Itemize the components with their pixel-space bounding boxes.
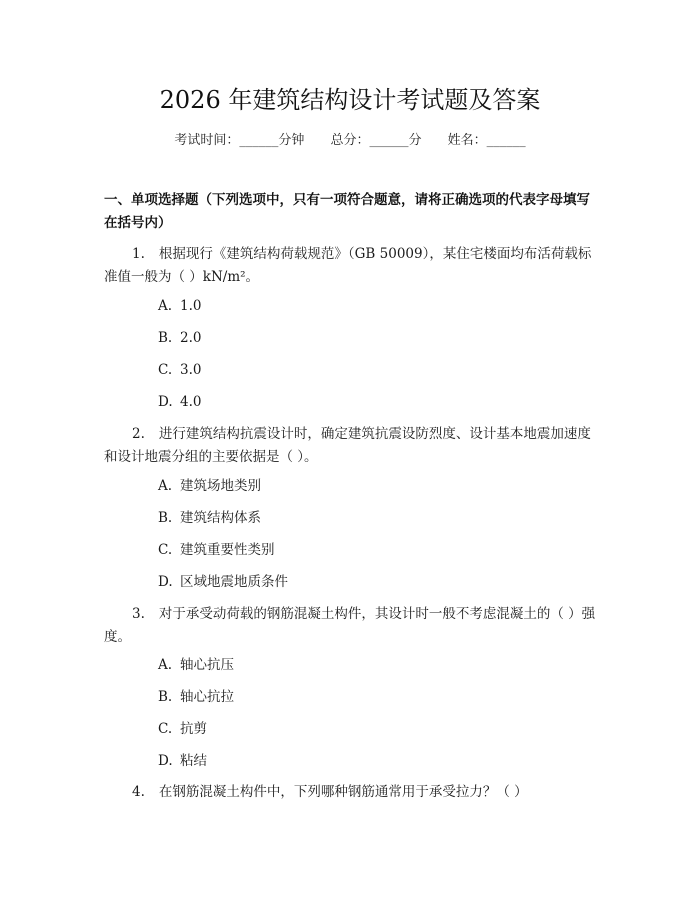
option-letter: A.: [158, 478, 173, 494]
option-letter: C.: [158, 542, 173, 558]
option-letter: A.: [158, 298, 173, 314]
question-text: 对于承受动荷载的钢筋混凝土构件，其设计时一般不考虑混凝土的（ ）强度。: [104, 606, 596, 645]
question-3-option-d: [158, 751, 598, 771]
option-text: 轴心抗拉: [180, 689, 234, 705]
question-2: [104, 423, 598, 469]
option-letter: B.: [158, 689, 173, 705]
option-text: 3.0: [180, 362, 202, 378]
question-text: 在钢筋混凝土构件中，下列哪种钢筋通常用于承受拉力？（ ）: [158, 784, 528, 800]
question-2-option-b: [158, 508, 598, 528]
exam-info-row: [0, 131, 700, 151]
option-text: 粘结: [180, 753, 207, 769]
option-letter: D.: [158, 574, 173, 590]
option-text: 抗剪: [180, 721, 207, 737]
question-3: [104, 603, 598, 649]
option-text: 建筑结构体系: [180, 510, 261, 526]
question-3-option-b: [158, 687, 598, 707]
student-name-field: 姓名：______: [447, 133, 526, 148]
option-text: 区域地震地质条件: [180, 574, 288, 590]
question-3-option-c: [158, 719, 598, 739]
question-number: 3.: [132, 606, 145, 622]
total-score-field: 总分：______分: [330, 133, 422, 148]
option-letter: C.: [158, 362, 173, 378]
page-title: 2026 年建筑结构设计考试题及答案: [159, 86, 541, 114]
option-text: 建筑场地类别: [180, 478, 261, 494]
question-1-option-a: [158, 296, 598, 316]
question-2-option-a: [158, 476, 598, 496]
question-number: 2.: [132, 426, 145, 442]
section-heading-single-choice: 一、单项选择题（下列选项中，只有一项符合题意，请将正确选项的代表字母填写在括号内）: [104, 192, 590, 231]
option-letter: C.: [158, 721, 173, 737]
question-number: 4.: [132, 784, 145, 800]
question-1-option-b: [158, 328, 598, 348]
question-1-option-c: [158, 360, 598, 380]
exam-time-field: 考试时间：______分钟: [174, 133, 305, 148]
question-2-option-d: [158, 572, 598, 592]
option-text: 4.0: [180, 394, 202, 410]
question-number: 1.: [132, 246, 145, 262]
option-letter: D.: [158, 753, 173, 769]
option-letter: D.: [158, 394, 173, 410]
question-3-option-a: [158, 655, 598, 675]
question-text: 根据现行《建筑结构荷载规范》（GB 50009），某住宅楼面均布活荷载标准值一般为（ ）kN/m²。: [104, 246, 592, 285]
question-text: 进行建筑结构抗震设计时，确定建筑抗震设防烈度、设计基本地震加速度和设计地震分组的主要依据是（ ）。: [104, 426, 591, 465]
option-text: 1.0: [180, 298, 202, 314]
question-2-option-c: [158, 540, 598, 560]
option-text: 轴心抗压: [180, 657, 234, 673]
option-letter: A.: [158, 657, 173, 673]
question-1: [104, 243, 598, 289]
question-4: [104, 781, 598, 804]
option-text: 建筑重要性类别: [180, 542, 275, 558]
option-letter: B.: [158, 510, 173, 526]
option-text: 2.0: [180, 330, 202, 346]
option-letter: B.: [158, 330, 173, 346]
question-1-option-d: [158, 392, 598, 412]
